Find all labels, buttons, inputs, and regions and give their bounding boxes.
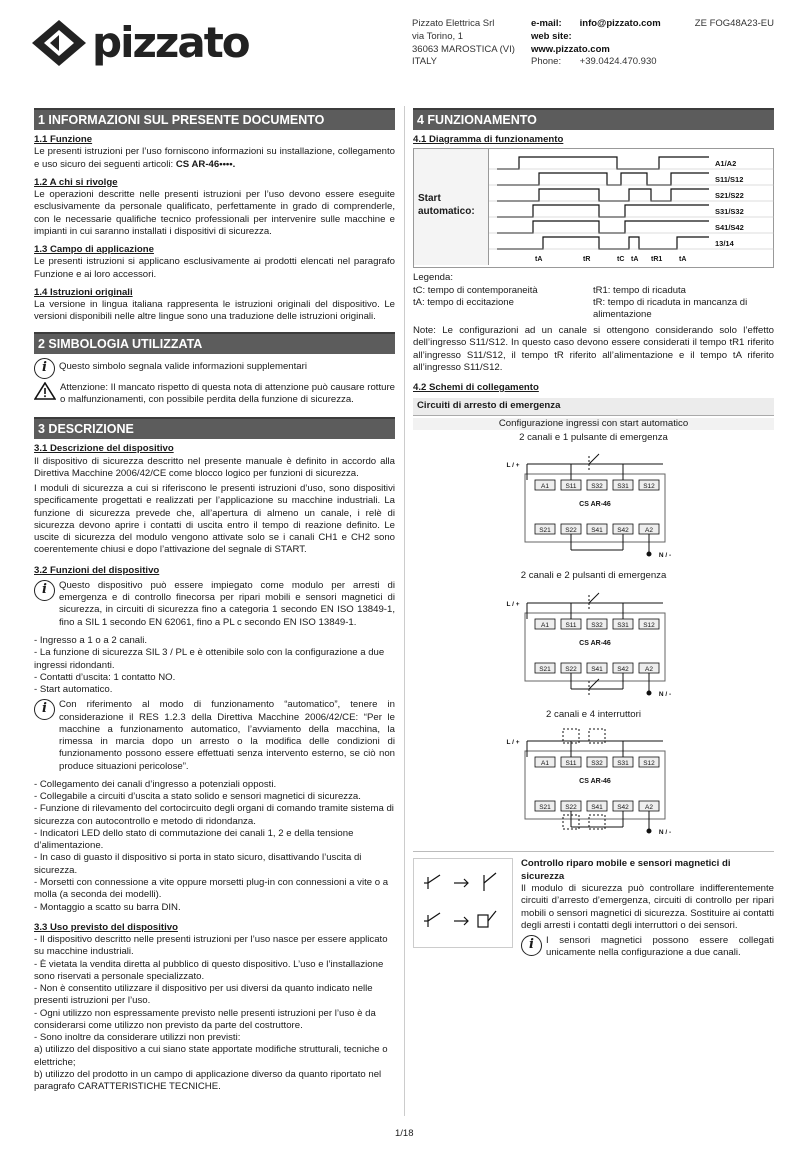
website-value[interactable]: www.pizzato.com [531,43,610,55]
company-line: ITALY [412,56,437,68]
list-item: - Ogni utilizzo non espressamente previsto nelle presenti istruzioni per l’uso è da considerarsi come utilizzo non previsto da parte del costruttore. [34,1007,376,1031]
left-column [34,106,395,1094]
guard-title: Controllo riparo mobile e sensori magnetici di sicurezza [521,858,731,882]
company-line: Pizzato Elettrica Srl [412,18,495,29]
lplus-label: L / + [506,462,520,470]
contact-substitution-icon [413,858,513,948]
wiring-schemes [413,432,774,846]
paragraph: Il dispositivo di sicurezza descritto nel presente manuale è definito in accordo alla Direttiva Macchine 2006/42/CE come blocco logico per funzioni di sicurezza. [34,455,395,479]
subsection-title: 4.2 Schemi di collegamento [413,382,539,394]
wiring-scheme [413,432,774,569]
terminal-label: S42 [617,527,629,535]
info-icon: i [34,358,55,379]
start-label: Start automatico: [418,193,475,218]
feature-list [34,779,395,914]
legend [413,285,774,321]
terminal-label: S32 [591,621,603,629]
info-note [34,699,395,776]
list-item: a) utilizzo del dispositivo a cui siano state apportate modifiche strutturali, tecniche o elettriche; [34,1044,388,1068]
list-item: - In caso di guasto il dispositivo si porta in stato sicuro, disattivando l’uscita di sicurezza. [34,852,362,876]
subsection-title: 4.1 Diagramma di funzionamento [413,134,564,145]
wiring-diagram [413,585,774,703]
wiring-diagram [413,723,774,841]
subsection-title: 1.3 Campo di applicazione [34,244,154,256]
terminal-label: A1 [541,621,549,629]
right-column [413,106,774,966]
paragraph: Questo dispositivo può essere impiegato come modulo per arresti di emergenza e di controllo finecorsa per ripari mobili e sensori magnetici di sicurezza, in circuiti di sicurezza fino a categoria 1 secondo EN ISO 13849-1, fino a SIL 1 secondo EN 62061, fino a PL c secondo EN ISO 13849-1. [59,579,395,628]
terminal-label: S42 [617,665,629,673]
list-item: - Start automatico. [34,684,113,696]
terminal-label: S21 [539,527,551,535]
nminus-label: N / - [658,829,672,837]
signal-label: S31/S32 [715,207,744,217]
list-item: - Ingresso a 1 o a 2 canali. [34,634,148,646]
info-note [34,580,395,632]
lplus-label: L / + [506,600,520,608]
paragraph: Attenzione: Il mancato rispetto di questa nota di attenzione può causare rotture o malfunzionamenti, con possibile perdita della funzione di sicurezza. [60,381,395,405]
subsection-title: 3.3 Uso previsto del dispositivo [34,921,178,933]
product-code: CS AR-46••••. [175,158,236,170]
paragraph: I sensori magnetici possono essere collegati unicamente nella configurazione a due canali. [546,935,774,959]
terminal-label: A2 [645,804,653,812]
legend-title: Legenda: [413,272,454,284]
paragraph: Con riferimento al modo di funzionamento “automatico”, tenere in considerazione il RES 1.2.3 della Direttiva Macchine 2006/42/CE: “Per le macchine a funzionamento automatico, l’avviamento della macchina, la rimessa in marcia dopo un arresto o la modifica delle condizioni di funzionamento possono essere effettuati senza intervento esterno, se ciò non produce situazioni pericolose”. [59,699,395,772]
time-mark: tA [535,256,543,264]
subsection-title: 3.2 Funzioni del dispositivo [34,564,160,576]
subsection-title: 3.1 Descrizione del dispositivo [34,443,174,455]
terminal-label: A2 [645,527,653,535]
company-address [412,18,515,69]
lplus-label: L / + [506,739,520,747]
wiring-diagram [413,446,774,564]
nminus-label: N / - [658,690,672,698]
list-item: b) utilizzo del prodotto in un campo di applicazione diverso da quanto riportato nel paragrafo CARATTERISTICHE TECNICHE. [34,1069,382,1093]
scheme-caption: 2 canali e 1 pulsante di emergenza [519,431,668,443]
terminal-label: S11 [565,621,577,629]
legend-item: tR1: tempo di ricaduta [593,284,686,296]
page-header [0,0,808,100]
terminal-label: S12 [643,483,655,491]
signal-label: 13/14 [715,239,734,249]
time-mark: tR [583,256,591,264]
paragraph: Questo simbolo segnala valide informazioni supplementari [59,360,307,372]
module-label: CS AR-46 [579,501,611,509]
list-item: - La funzione di sicurezza SIL 3 / PL e è ottenibile solo con la configurazione a due ingressi ridondanti. [34,647,385,671]
terminal-label: S22 [565,665,577,673]
paragraph: Le presenti istruzioni si applicano esclusivamente ai prodotti elencati nel paragrafo Funzione e ai loro accessori. [34,256,395,280]
list-item: - Il dispositivo descritto nelle presenti istruzioni per l’uso nasce per essere applicato su macchine industriali. [34,934,388,958]
signal-label: S41/S42 [715,223,744,233]
column-divider [404,106,405,1116]
terminal-label: S41 [591,804,603,812]
time-mark: tC [617,256,625,264]
terminal-label: S31 [617,760,629,768]
terminal-label: S21 [539,665,551,673]
intended-use-list [34,934,395,1093]
list-item: - Montaggio a scatto su barra DIN. [34,901,181,913]
terminal-label: S11 [565,483,577,491]
timing-waveforms [489,149,774,265]
list-item: - Indicatori LED dello stato di commutazione dei canali 1, 2 e della tensione d’alimentazione. [34,827,354,852]
time-mark: tR1 [651,256,663,264]
time-mark: tA [631,256,639,264]
terminal-label: S21 [539,804,551,812]
info-icon: i [34,580,55,601]
document-reference: ZE FOG48A23-EU [694,18,774,29]
paragraph: I moduli di sicurezza a cui si riferiscono le presenti istruzioni d’uso, sono dispositivi specificamente progettati e realizzati per l’applicazione su macchine industriali. La funzione di sicurezza prevede che, all’apertura di almeno un canale, i relè di sicurezza devono aprire i contatti di uscita entro il tempo di reazione definito. Le uscite di sicurezza del modulo vengono attivate solo se i canali CH1 e CH2 sono coerentemente chiusi e dopo l’attivazione del segnale di START. [34,483,395,556]
email-value[interactable]: info@pizzato.com [579,18,661,29]
subsection-title: 1.2 A chi si rivolge [34,176,118,188]
terminal-label: S31 [617,621,629,629]
info-icon: i [521,935,542,956]
scheme-caption: 2 canali e 2 pulsanti di emergenza [520,570,667,582]
list-item: - Morsetti con connessione a vite oppure morsetti plug-in con connessioni a vite o a molla (a seconda dei modelli). [34,877,389,901]
website-label: web site: [531,30,572,42]
legend-item: tR: tempo di ricaduta in mancanza di alimentazione [593,296,748,320]
config-caption: Configurazione ingressi con start automatico [413,418,774,430]
paragraph: Le operazioni descritte nelle presenti istruzioni per l’uso devono essere eseguite esclusivamente da personale qualificato, perfettamente in grado di comprenderle, con le necessarie qualifiche tecnico professionali per intervenire sulle macchine e impianti in cui saranno installati i dispositivi di sicurezza. [34,189,395,237]
guard-section [413,858,774,965]
signal-label: S21/S22 [715,191,744,201]
company-line: via Torino, 1 [412,30,464,42]
terminal-label: S22 [565,804,577,812]
email-label: e-mail: [531,18,562,29]
warning-note [34,382,395,410]
list-item: - È vietata la vendita diretta al pubblico di questo dispositivo. L’uso e l’installazione sono riservati a personale specializzato. [34,958,384,982]
terminal-label: S22 [565,527,577,535]
pizzato-diamond-icon [30,18,88,68]
terminal-label: S41 [591,527,603,535]
info-note [34,358,395,379]
terminal-label: A1 [541,483,549,491]
legend-item: tC: tempo di contemporaneità [413,284,538,296]
section-title: 4 FUNZIONAMENTO [413,108,774,130]
list-item: - Sono inoltre da considerare utilizzi non previsti: [34,1032,241,1044]
phone-label: Phone: [531,56,562,68]
paragraph: La versione in lingua italiana rappresenta le istruzioni originali del dispositivo. Le versioni disponibili nelle altre lingue sono una traduzione delle istruzioni originali. [34,299,395,323]
scheme-caption: 2 canali e 4 interruttori [546,708,641,720]
terminal-label: S32 [591,483,603,491]
warning-icon [34,382,56,400]
terminal-label: S12 [643,760,655,768]
paragraph: Il modulo di sicurezza può controllare indifferentemente circuiti d’arresto d’emergenza, circuiti di controllo per ripari mobili o sensori magnetici di sicurezza. Sostituire ai contatti degli arresti i contatti degli interruttori o dei sensori. [521,882,774,931]
phone-value: +39.0424.470.930 [579,56,657,68]
section-title: 1 INFORMAZIONI SUL PRESENTE DOCUMENTO [34,108,395,130]
terminal-label: A1 [541,760,549,768]
list-item: - Non è consentito utilizzare il dispositivo per usi diversi da quanto indicato nelle presenti istruzioni per l’uso. [34,983,373,1007]
logo-wordmark: pizzato [92,18,249,67]
signal-label: A1/A2 [715,159,737,169]
section-title: 3 DESCRIZIONE [34,417,395,439]
subsection-title: 1.4 Istruzioni originali [34,286,133,298]
signal-label: S11/S12 [715,175,744,185]
time-mark: tA [679,256,687,264]
subsection-title: 1.1 Funzione [34,134,93,145]
paragraph: Le presenti istruzioni per l’uso forniscono informazioni su installazione, collegamento e uso sicuro dei seguenti articoli: CS AR-46••••. [34,146,395,170]
list-item: - Collegamento dei canali d’ingresso a potenziali opposti. [34,778,277,790]
wiring-scheme [413,709,774,846]
schemes-header: Circuiti di arresto di emergenza [413,398,774,415]
module-label: CS AR-46 [579,778,611,786]
feature-list [34,635,395,696]
pizzato-logo [30,18,249,68]
terminal-label: S11 [565,760,577,768]
list-item: - Contatti d’uscita: 1 contatto NO. [34,671,176,683]
company-line: 36063 MAROSTICA (VI) [412,43,515,55]
list-item: - Collegabile a circuiti d’uscita a stato solido e sensori magnetici di sicurezza. [34,791,361,803]
terminal-label: A2 [645,665,653,673]
timing-diagram [413,148,774,268]
paragraph: Note: Le configurazioni ad un canale si ottengono considerando solo l’effetto dell’ingresso S11/S12. In questo caso devono essere considerati il tempo tR1 riferito all’ingresso S11/S12, il tempo tR riferito all’alimentazione e il tempo tA riferito all’ingresso S11/S12. [413,325,774,373]
legend-item: tA: tempo di eccitazione [413,296,514,308]
contacts-block [531,18,661,69]
nminus-label: N / - [658,552,672,560]
info-note [521,935,774,963]
section-title: 2 SIMBOLOGIA UTILIZZATA [34,332,395,354]
list-item: - Funzione di rilevamento del cortocircuito degli organi di comando tramite sistema di sicurezza con autocontrollo e metodo di ridondanza. [34,803,394,827]
info-icon: i [34,699,55,720]
terminal-label: S31 [617,483,629,491]
terminal-label: S32 [591,760,603,768]
module-label: CS AR-46 [579,639,611,647]
terminal-label: S41 [591,665,603,673]
terminal-label: S12 [643,621,655,629]
page-number: 1/18 [395,1128,414,1139]
wiring-scheme [413,570,774,707]
terminal-label: S42 [617,804,629,812]
